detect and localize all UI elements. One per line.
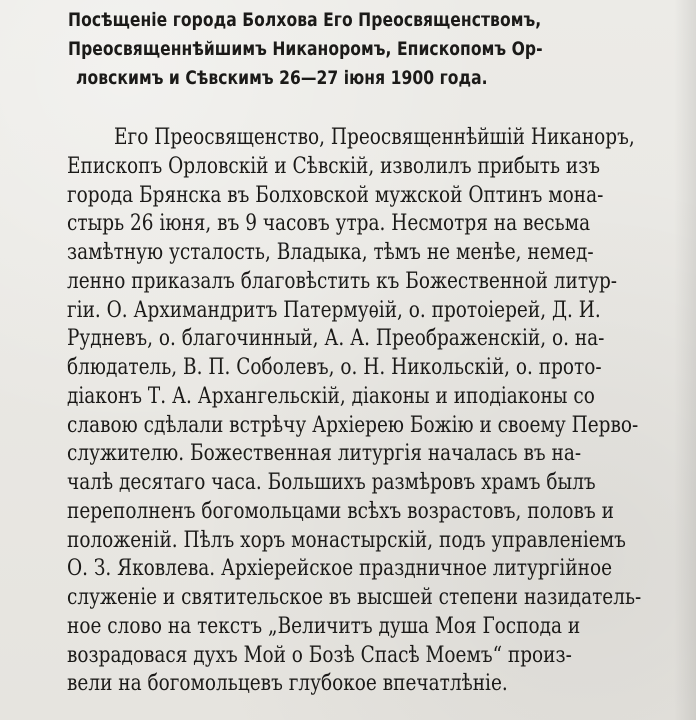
body-line-5: замѣтную усталость, Владыка, тѣмъ не менѣе, немед- [67,240,594,265]
body-line-15: положеній. Пѣлъ хоръ монастырскій, подъ управленіемъ [67,527,626,553]
title-line-1: Посѣщеніе города Болхова Его Преосвященствомъ, [68,9,542,31]
body-line-7: гіи. О. Архимандритъ Патермуѳій, о. протоіерей, Д. И. [67,297,601,323]
body-line-18: ное слово на текстъ „Величитъ душа Моя Господа и [67,613,581,639]
body-line-8: Рудневъ, о. благочинный, А. А. Преображенскій, о. на- [67,326,605,352]
body-line-20: вели на богомольцевъ глубокое впечатлѣніе. [67,671,508,697]
body-line-2: Епископъ Орловскій и Сѣвскій, изволилъ прибыть изъ [67,153,601,179]
title-line-3: ловскимъ и Сѣвскимъ 26—27 іюня 1900 года. [76,67,488,89]
body-line-1: Его Преосвященство, Преосвященнѣйшій Никаноръ, [114,125,635,150]
body-line-16: О. З. Яковлева. Архіерейское праздничное литургійное [67,556,613,582]
title-line-2: Преосвященнѣйшимъ Никаноромъ, Епископомъ Ор- [68,38,543,60]
body-line-9: блюдатель, В. П. Соболевъ, о. Н. Никольскій, о. прото- [67,355,602,380]
article-body [67,124,679,699]
body-line-17: служеніе и святительское въ высшей степени назидатель- [67,585,642,610]
body-line-3: города Брянска въ Болховской мужской Оптинъ мона- [67,182,604,208]
body-line-4: стырь 26 іюня, въ 9 часовъ утра. Несмотря на весьма [67,211,591,237]
body-line-13: чалѣ десятаго часа. Большихъ размѣровъ храмъ былъ [67,470,596,495]
body-line-19: возрадовася духъ Мой о Бозѣ Спасѣ Моемъ“ произ- [67,642,572,668]
body-line-11: славою сдѣлали встрѣчу Архіерею Божію и своему Перво- [67,412,639,438]
body-line-6: ленно приказалъ благовѣстить къ Божественной литур- [67,268,618,294]
body-line-12: служителю. Божественная литургія началась въ на- [67,441,582,467]
body-line-14: переполненъ богомольцами всѣхъ возрастовъ, половъ и [67,498,614,524]
body-line-10: діаконъ Т. А. Архангельскій, діаконы и иподіаконы со [67,383,595,409]
article-title [68,6,672,93]
